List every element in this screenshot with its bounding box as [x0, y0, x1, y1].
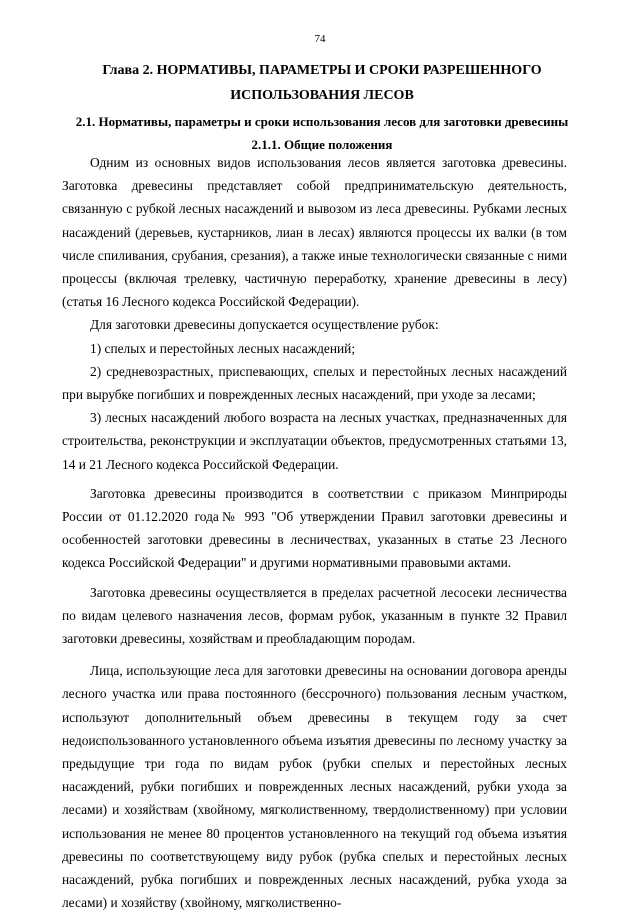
list-item-2: 2) средневозрастных, приспевающих, спелых и перестойных лесных насаждений при вырубке погибших и поврежденных лесных насаждений, при уходе за лесами;: [62, 363, 567, 403]
paragraph-limits: Заготовка древесины осуществляется в пределах расчетной лесосеки лесничества по видам целевого назначения лесов, формам рубок, указанным в пункте 32 Правил заготовки древесины, хозяйствам и преобладающим породам.: [62, 584, 567, 647]
list-item-3: 3) лесных насаждений любого возраста на лесных участках, предназначенных для строительства, реконструкции и эксплуатации объектов, предусмотренных статьями 13, 14 и 21 Лесного кодекса Российской Федерации.: [62, 410, 567, 472]
page-number: 74: [314, 33, 326, 45]
paragraph-order: Заготовка древесины производится в соответствии с приказом Минприроды России от 01.12.2020 года№ 993 "Об утверждении Правил заготовки древесины и особенностей заготовки древесины в лесничествах, указанных в статье 23 Лесного кодекса Российской Федерации" и другими нормативными правовыми актами.: [62, 485, 567, 571]
chapter-title: [62, 58, 582, 108]
list-item-1: 1) спелых и перестойных лесных насаждений;: [90, 340, 356, 356]
chapter-title-line-2: ИСПОЛЬЗОВАНИЯ ЛЕСОВ: [230, 88, 414, 103]
body-text: [62, 151, 567, 915]
subsection-title: 2.1.1. Общие положения: [251, 137, 393, 152]
paragraph-additional-volume: Лица, использующие леса для заготовки древесины на основании договора аренды лесного участка или права постоянного (бессрочного) пользования лесным участком, используют дополнительный объем древесины в текущем году за счет недоиспользованного установленного объема изъятия древесины по лесному участку за предыдущие три года по видам рубок (рубки спелых и перестойных лесных насаждений, рубки погибших и поврежденных лесных насаждений, рубки ухода за лесами) и хозяйствам (хвойному, мягколиственному, твердолиственному) при условии использования не менее 80 процентов установленного на текущий год объема изъятия древесины по соответствующему виду рубок (рубка спелых и перестойных лесных насаждений, рубка погибших и поврежденных лесных насаждений, рубка ухода за лесами) и хозяйству (хвойному, мягколиственно-: [62, 663, 567, 911]
paragraph-intro: Одним из основных видов использования лесов является заготовка древесины. Заготовка древесины представляет собой предпринимательскую деятельность, связанную с рубкой лесных насаждений и вывозом из леса древесины. Рубками лесных насаждений (деревьев, кустарников, лиан в лесах) являются процессы их валки (в том числе спиливания, срубания, срезания), а также иные технологически связанные с ними процессы (включая трелевку, частичную переработку, хранение древесины в лесу) (статья 16 Лесного кодекса Российской Федерации).: [62, 155, 567, 310]
paragraph-allowed-cuttings: Для заготовки древесины допускается осуществление рубок:: [90, 317, 439, 333]
chapter-title-line-1: Глава 2. НОРМАТИВЫ, ПАРАМЕТРЫ И СРОКИ РАЗРЕШЕННОГО: [102, 63, 542, 78]
section-title: 2.1. Нормативы, параметры и сроки использования лесов для заготовки древесины: [75, 114, 569, 129]
